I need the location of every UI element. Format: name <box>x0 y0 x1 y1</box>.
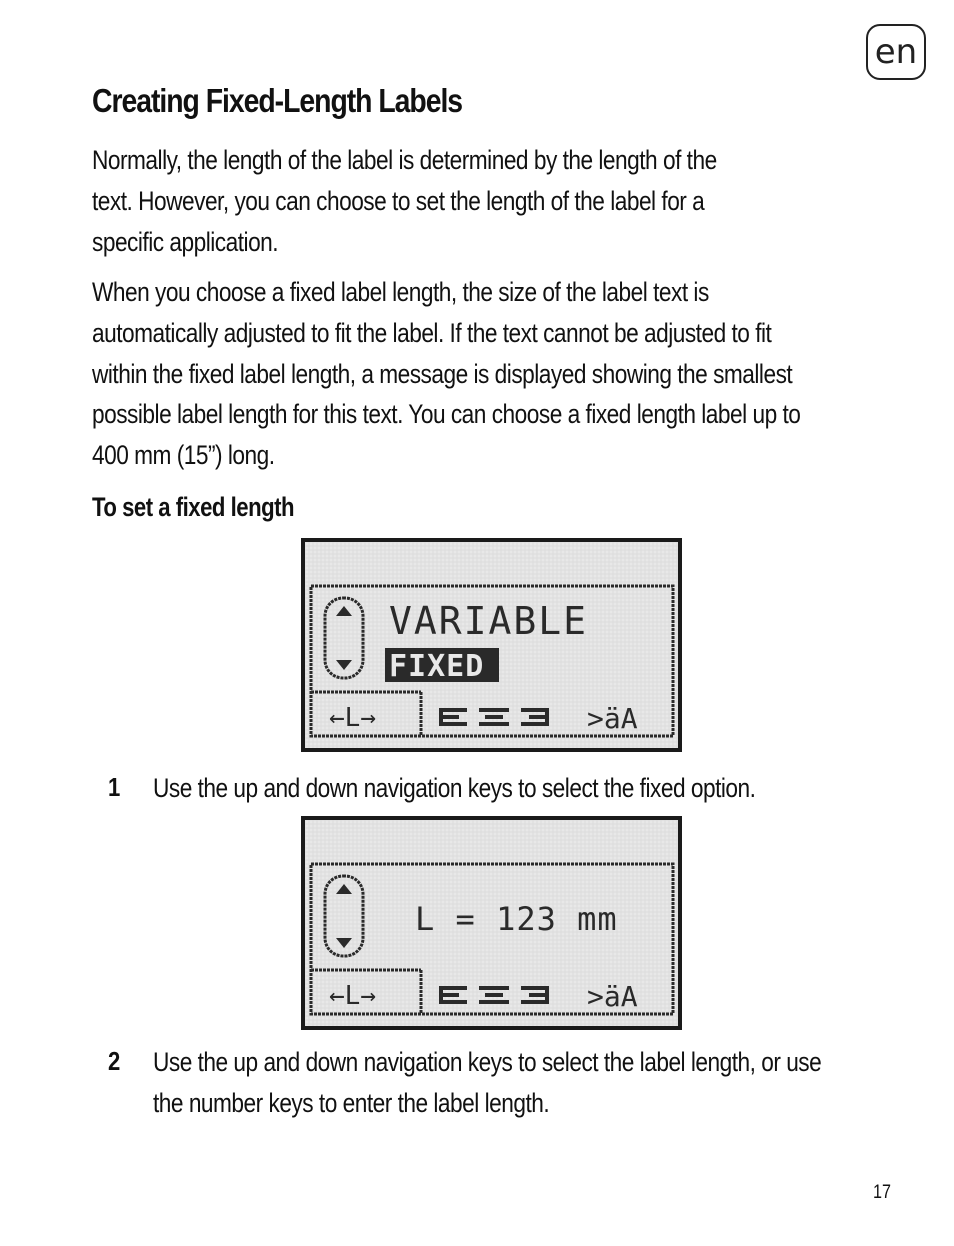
step-line: the number keys to enter the label length. <box>153 1088 550 1118</box>
page-title: Creating Fixed-Length Labels <box>92 82 463 119</box>
detail-line: possible label length for this text. You can choose a fixed length label up to <box>92 399 801 430</box>
step-number: 1 <box>108 772 121 802</box>
lcd-display-2 <box>305 820 678 1026</box>
intro-line: Normally, the length of the label is determined by the length of the <box>92 145 717 175</box>
lcd-caps-indicator: >äA <box>587 980 638 1013</box>
intro-line: text. However, you can choose to set the length of the label for a <box>92 185 705 216</box>
lcd-screen-length <box>301 816 682 1030</box>
lcd-display-1 <box>305 542 678 748</box>
step-text <box>153 768 755 809</box>
detail-line: within the fixed label length, a message is displayed showing the smallest <box>92 358 793 389</box>
lcd-length-indicator: ←L→ <box>329 981 376 1011</box>
language-badge: en <box>866 24 926 80</box>
lcd-option-variable: VARIABLE <box>389 599 589 643</box>
detail-line: automatically adjusted to fit the label. If the text cannot be adjusted to fit <box>92 317 772 348</box>
detail-line: 400 mm (15”) long. <box>92 440 275 471</box>
detail-paragraph <box>92 272 800 476</box>
step-line: Use the up and down navigation keys to select the label length, or use <box>153 1047 822 1077</box>
detail-line: When you choose a fixed label length, the size of the label text is <box>92 277 709 307</box>
page-number: 17 <box>873 1182 891 1203</box>
lcd-caps-indicator: >äA <box>587 702 638 735</box>
lcd-length-indicator: ←L→ <box>329 703 376 733</box>
lcd-screen-fixed-option <box>301 538 682 752</box>
intro-paragraph <box>92 140 717 262</box>
step-number: 2 <box>108 1046 121 1076</box>
section-subheading: To set a fixed length <box>92 492 295 522</box>
lcd-option-fixed: FIXED <box>389 649 485 684</box>
step-text <box>153 1042 821 1124</box>
intro-line: specific application. <box>92 226 279 257</box>
step-line: Use the up and down navigation keys to select the fixed option. <box>153 773 756 803</box>
lcd-length-readout: L = 123 mm <box>415 900 618 938</box>
